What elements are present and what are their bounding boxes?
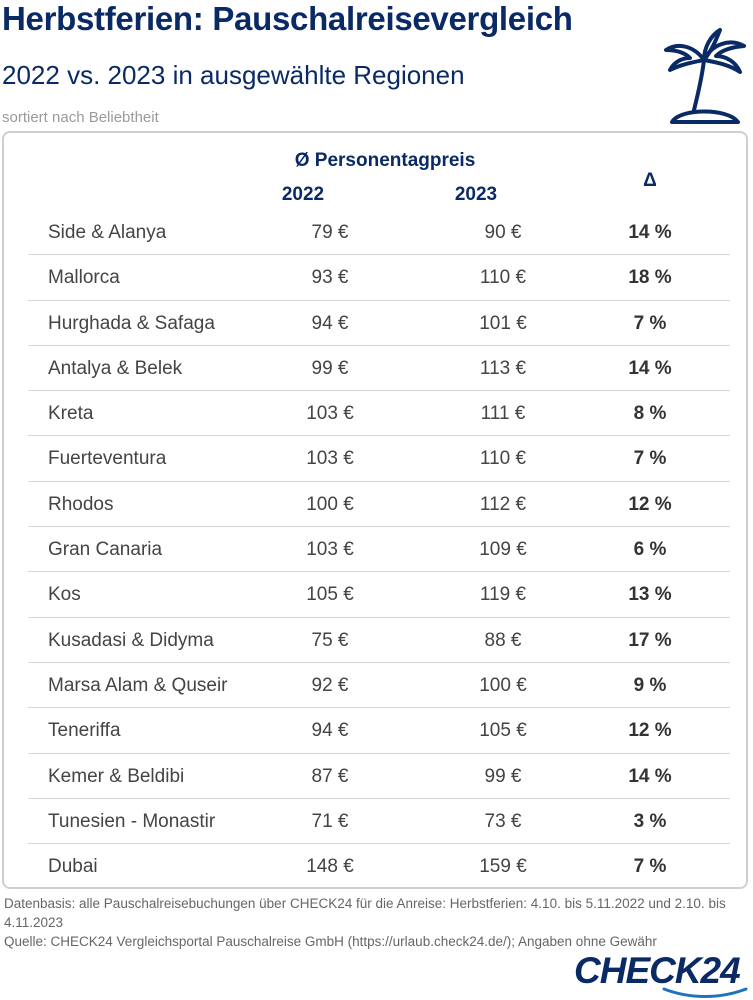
price-2023: 109 €: [479, 539, 527, 561]
price-2022: 148 €: [306, 856, 354, 878]
table-row: [28, 436, 730, 481]
price-2023: 110 €: [479, 267, 527, 289]
footer: [4, 894, 734, 951]
price-table: [28, 210, 730, 889]
price-2022: 100 €: [306, 493, 354, 515]
delta-value: 17 %: [628, 629, 672, 651]
delta-value: 13 %: [628, 584, 672, 606]
table-row: [28, 527, 730, 572]
price-2023: 119 €: [479, 584, 527, 606]
table-row: [28, 301, 730, 346]
price-2023: 99 €: [484, 765, 522, 787]
price-2022: 92 €: [311, 674, 349, 696]
delta-value: 12 %: [628, 720, 672, 742]
price-2022: 87 €: [311, 765, 349, 787]
logo-swoosh-icon: [660, 985, 750, 999]
region-label: Kreta: [48, 403, 94, 425]
region-label: Kemer & Beldibi: [48, 765, 185, 787]
table-row: [28, 255, 730, 300]
table-row: [28, 799, 730, 844]
delta-value: 12 %: [628, 493, 672, 515]
price-2023: 100 €: [479, 674, 527, 696]
region-label: Rhodos: [48, 493, 114, 515]
price-2023: 73 €: [484, 810, 522, 832]
price-2022: 103 €: [306, 539, 354, 561]
price-2022: 103 €: [306, 403, 354, 425]
table-row: [28, 482, 730, 527]
delta-value: 7 %: [633, 448, 667, 470]
footer-source: Quelle: CHECK24 Vergleichsportal Pauschalreise GmbH (https://urlaub.check24.de/); Angaben ohne Gewähr: [4, 934, 657, 949]
table-row: [28, 572, 730, 617]
delta-value: 18 %: [628, 267, 672, 289]
price-2022: 94 €: [311, 312, 349, 334]
table-row: [28, 708, 730, 753]
table-row: [28, 346, 730, 391]
region-label: Hurghada & Safaga: [48, 312, 215, 334]
page-title: Herbstferien: Pauschalreisevergleich: [2, 0, 573, 37]
region-label: Kusadasi & Didyma: [48, 629, 214, 651]
region-label: Teneriffa: [48, 720, 121, 742]
delta-value: 7 %: [633, 312, 667, 334]
region-label: Tunesien - Monastir: [48, 810, 216, 832]
column-group-header: Ø Personentagpreis: [294, 150, 476, 171]
delta-value: 14 %: [628, 357, 672, 379]
region-label: Dubai: [48, 856, 98, 878]
price-2023: 113 €: [479, 357, 527, 379]
footer-data-basis: Datenbasis: alle Pauschalreisebuchungen über CHECK24 für die Anreise: Herbstferien: 4.10. bis 5.11.2022 und 2.10. bis 4.11.2023: [4, 896, 726, 930]
delta-value: 8 %: [633, 403, 667, 425]
table-row: [28, 663, 730, 708]
price-2022: 71 €: [311, 810, 349, 832]
price-2023: 101 €: [479, 312, 527, 334]
delta-value: 14 %: [628, 222, 672, 243]
price-2022: 79 €: [311, 222, 349, 243]
table-row: [28, 391, 730, 436]
table-row: [28, 754, 730, 799]
region-label: Marsa Alam & Quseir: [48, 674, 228, 696]
table-row: [28, 844, 730, 889]
delta-value: 9 %: [633, 674, 667, 696]
table-row: [28, 210, 730, 255]
price-2022: 75 €: [311, 629, 349, 651]
palm-island-icon: [658, 22, 750, 130]
column-header-2023: 2023: [454, 184, 498, 205]
region-label: Fuerteventura: [48, 448, 167, 470]
delta-value: 7 %: [633, 856, 667, 878]
price-2022: 105 €: [306, 584, 354, 606]
price-2023: 105 €: [479, 720, 527, 742]
page-subtitle: 2022 vs. 2023 in ausgewählte Regionen: [2, 60, 465, 90]
price-2022: 99 €: [311, 357, 349, 379]
price-2023: 88 €: [484, 629, 522, 651]
delta-value: 3 %: [633, 810, 667, 832]
delta-value: 6 %: [633, 539, 667, 561]
table-row: [28, 618, 730, 663]
region-label: Gran Canaria: [48, 539, 163, 561]
price-2023: 112 €: [479, 493, 527, 515]
region-label: Side & Alanya: [48, 222, 167, 243]
price-2022: 103 €: [306, 448, 354, 470]
price-2023: 159 €: [479, 856, 527, 878]
column-header-2022: 2022: [281, 184, 325, 205]
region-label: Mallorca: [48, 267, 120, 289]
price-2022: 93 €: [311, 267, 349, 289]
sort-note: sortiert nach Beliebtheit: [2, 109, 159, 126]
check24-logo: CHECK24: [574, 950, 740, 991]
region-label: Kos: [48, 584, 81, 606]
column-header-delta: Δ: [643, 170, 657, 191]
price-2023: 90 €: [484, 222, 522, 243]
price-2022: 94 €: [311, 720, 349, 742]
price-2023: 111 €: [480, 403, 526, 425]
delta-value: 14 %: [628, 765, 672, 787]
price-2023: 110 €: [479, 448, 527, 470]
region-label: Antalya & Belek: [48, 357, 183, 379]
